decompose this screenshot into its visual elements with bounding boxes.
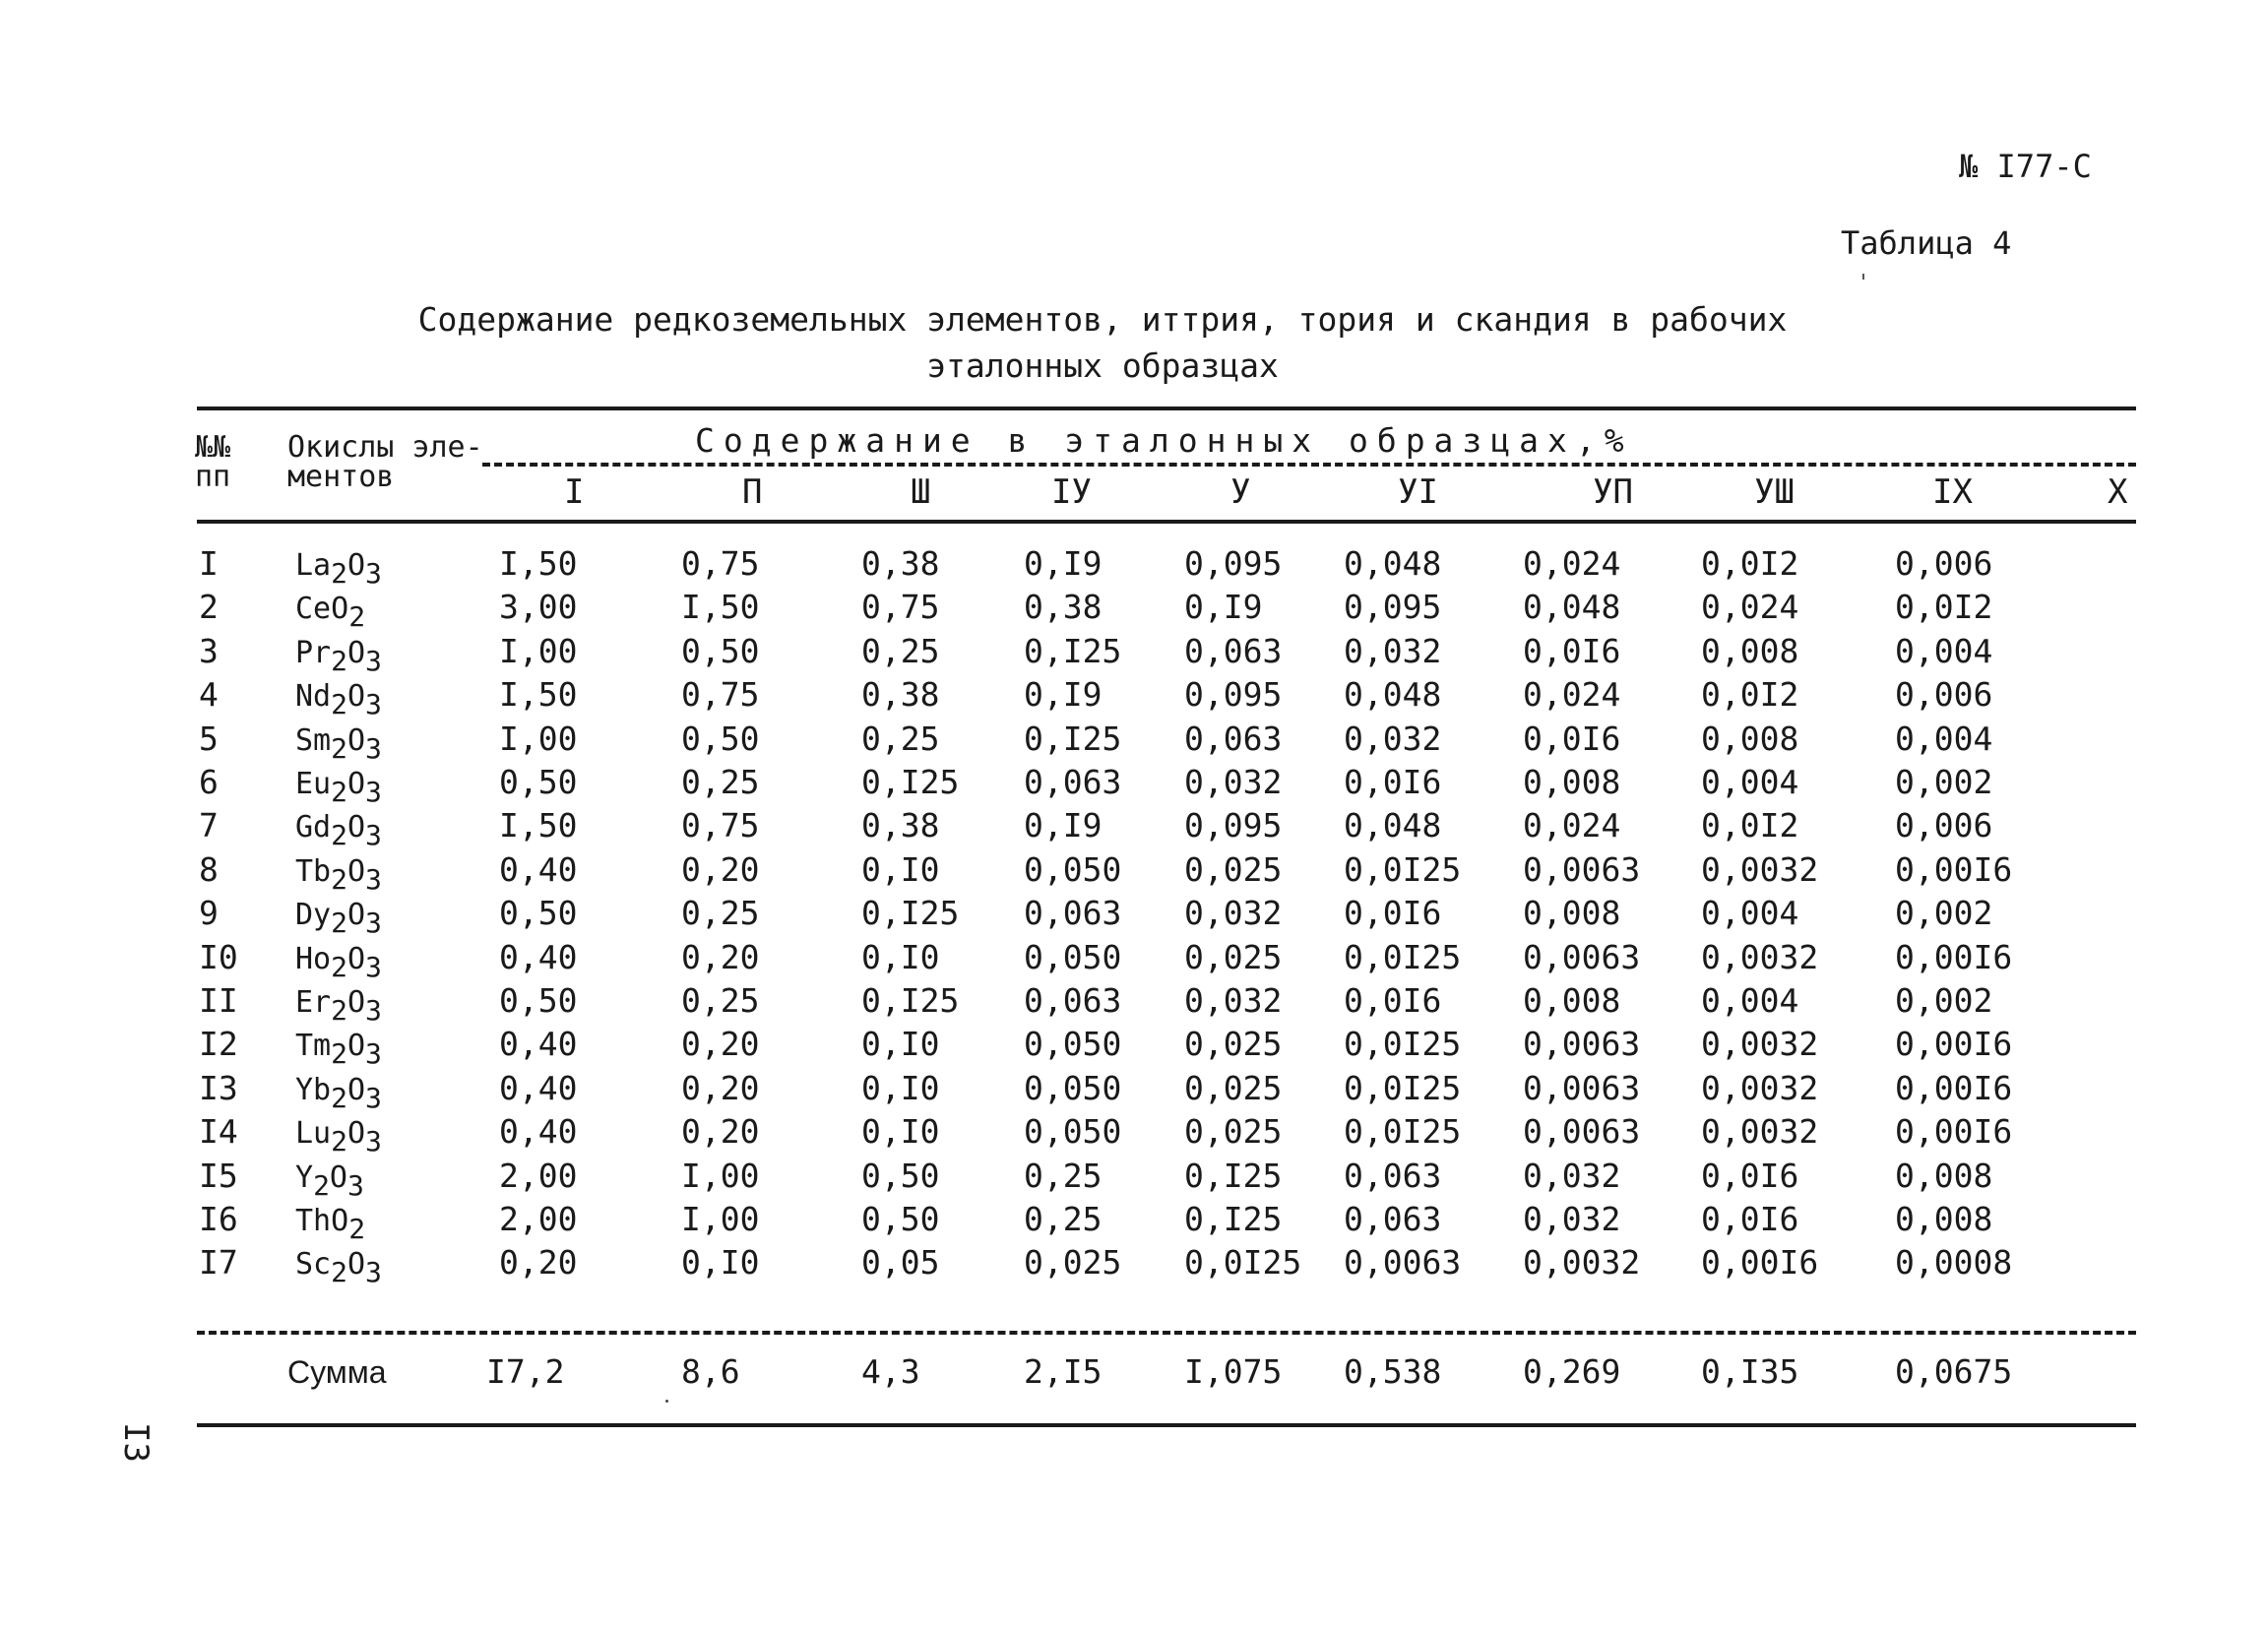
value-cell: 0,0I6 [1701, 1200, 1799, 1238]
value-cell: 0,0063 [1523, 849, 1641, 889]
value-cell: 0,I0 [681, 1243, 760, 1283]
value-cell: 0,050 [1024, 1112, 1122, 1152]
value-cell: 0,40 [499, 937, 578, 976]
value-cell: 0,I25 [1024, 719, 1122, 758]
oxide-part-o: O [346, 898, 366, 933]
value-cell: 0,0063 [1523, 1112, 1641, 1152]
value-cell: 0,095 [1184, 806, 1283, 845]
value-cell: 0,006 [1895, 675, 1993, 715]
oxide-part-s2: 3 [365, 557, 382, 590]
document-number: № I77-С [1959, 148, 2092, 185]
column-header-number [195, 430, 231, 494]
value-cell: 0,I25 [861, 981, 960, 1020]
value-cell: 0,00I6 [1895, 1068, 2013, 1107]
value-cell: 2,00 [499, 1200, 578, 1238]
row-number: 8 [199, 849, 219, 889]
value-cell: 0,00I6 [1895, 1025, 2013, 1064]
scan-mark [1862, 274, 1864, 280]
value-cell: 0,0063 [1344, 1243, 1462, 1283]
column-header-oxide-line1: Окислы эле- [287, 430, 483, 465]
value-cell: 0,008 [1523, 894, 1621, 933]
oxide-part-s1: 2 [331, 994, 347, 1027]
value-cell: 0,I25 [1184, 1156, 1283, 1195]
oxide-part-s1: 2 [331, 819, 347, 852]
value-cell: 0,0I25 [1344, 1025, 1462, 1064]
value-cell: 0,032 [1344, 631, 1442, 670]
row-number: 6 [199, 763, 219, 801]
row-number: I3 [199, 1068, 238, 1107]
column-header-10: X [2108, 472, 2128, 512]
value-cell: 0,00I6 [1895, 849, 2013, 889]
oxide-part-s2: 3 [365, 688, 382, 721]
value-cell: 0,0032 [1523, 1243, 1641, 1283]
row-number: 2 [199, 588, 219, 627]
value-cell: 0,063 [1024, 981, 1122, 1020]
value-cell: 0,008 [1895, 1200, 1993, 1238]
value-cell: 0,25 [1024, 1156, 1102, 1195]
column-header-1: I [564, 472, 585, 512]
oxide-part-s1: 2 [331, 731, 347, 765]
value-cell: 0,0I2 [1701, 806, 1799, 845]
value-cell: 0,0I6 [1701, 1156, 1799, 1195]
value-cell: 0,095 [1184, 675, 1283, 715]
value-cell: 0,032 [1523, 1156, 1621, 1195]
header-bottom-rule [197, 520, 2136, 524]
column-header-5: У [1230, 472, 1251, 512]
value-cell: 0,025 [1184, 937, 1283, 976]
top-rule [197, 407, 2136, 410]
value-cell: 0,002 [1895, 981, 1993, 1020]
value-cell: 0,050 [1024, 849, 1122, 889]
value-cell: 0,0063 [1523, 937, 1641, 976]
sum-label: Сумма [287, 1354, 387, 1390]
oxide-part-o: O [346, 941, 366, 976]
value-cell: 0,0032 [1701, 1112, 1819, 1152]
value-cell: 0,38 [861, 544, 940, 583]
value-cell: 0,004 [1895, 631, 1993, 670]
value-cell: 0,063 [1024, 763, 1122, 801]
value-cell: I,00 [499, 631, 578, 670]
oxide-formula [295, 679, 382, 721]
value-cell: I,00 [681, 1156, 760, 1195]
value-cell: 0,I0 [861, 1112, 940, 1152]
value-cell: 0,25 [861, 631, 940, 670]
value-cell: 0,063 [1184, 631, 1283, 670]
row-number: I0 [199, 937, 238, 976]
oxide-part-s1: 2 [331, 557, 347, 590]
oxide-part-s2: 3 [365, 950, 382, 983]
value-cell: 0,0032 [1701, 1068, 1819, 1107]
value-cell: I,00 [499, 719, 578, 758]
value-cell: 0,0I2 [1701, 675, 1799, 715]
value-cell: 0,75 [681, 806, 760, 845]
row-number: I5 [199, 1156, 238, 1195]
oxide-part-o: O [329, 1159, 347, 1195]
column-header-oxide [287, 430, 483, 494]
oxide-part-s1: 2 [331, 950, 347, 983]
oxide-part-o: O [346, 853, 366, 889]
row-number: 9 [199, 894, 219, 933]
oxide-part-o: O [346, 1029, 366, 1064]
oxide-part-o: O [331, 1204, 349, 1238]
oxide-part-s1: 2 [331, 1256, 347, 1289]
row-number: I [199, 544, 219, 583]
oxide-formula [295, 767, 382, 808]
column-group-header: Содержание в эталонных образцах,% [695, 421, 1633, 460]
oxide-formula [295, 1247, 382, 1289]
value-cell: 0,00I6 [1701, 1243, 1819, 1283]
sum-value: 0,269 [1523, 1352, 1621, 1391]
oxide-part-o: O [346, 985, 366, 1020]
value-cell: I,00 [681, 1200, 760, 1238]
value-cell: 0,032 [1184, 894, 1283, 933]
value-cell: 0,008 [1523, 763, 1621, 801]
value-cell: 0,50 [861, 1200, 940, 1238]
value-cell: 0,50 [681, 631, 760, 670]
value-cell: 0,40 [499, 1068, 578, 1107]
value-cell: 0,0I25 [1344, 1068, 1462, 1107]
table-title-line1: Содержание редкоземельных элементов, иттрия, тория и скандия в рабочих [417, 300, 1788, 339]
value-cell: 0,050 [1024, 937, 1122, 976]
oxide-part-s1: 2 [331, 688, 347, 721]
oxide-formula [295, 548, 382, 590]
sum-value: 0,538 [1344, 1352, 1442, 1391]
oxide-part-el: Pr [295, 635, 332, 670]
value-cell: 0,I0 [861, 1068, 940, 1107]
oxide-part-s2: 3 [365, 819, 382, 852]
oxide-part-el: Eu [295, 767, 332, 801]
value-cell: 0,50 [499, 894, 578, 933]
oxide-formula [295, 635, 382, 677]
value-cell: 3,00 [499, 588, 578, 627]
oxide-part-s1: 2 [331, 862, 347, 896]
row-number: I6 [199, 1200, 238, 1238]
value-cell: 0,50 [499, 763, 578, 801]
oxide-part-s1: 2 [331, 907, 347, 940]
value-cell: 0,I9 [1184, 588, 1263, 627]
value-cell: 0,063 [1184, 719, 1283, 758]
value-cell: 0,006 [1895, 544, 1993, 583]
value-cell: 0,I0 [861, 937, 940, 976]
value-cell: 0,025 [1024, 1243, 1122, 1283]
oxide-part-o: O [346, 1247, 366, 1283]
oxide-part-el: Th [295, 1204, 332, 1238]
value-cell: 0,063 [1344, 1200, 1442, 1238]
oxide-formula [295, 1029, 382, 1071]
oxide-formula [295, 1072, 382, 1114]
value-cell: 0,I25 [861, 894, 960, 933]
value-cell: 0,75 [681, 544, 760, 583]
value-cell: 0,0I6 [1344, 894, 1442, 933]
oxide-part-o: O [346, 767, 366, 801]
value-cell: 0,048 [1523, 588, 1621, 627]
value-cell: 0,025 [1184, 1068, 1283, 1107]
value-cell: 0,40 [499, 1025, 578, 1064]
oxide-part-o: O [346, 1072, 366, 1107]
oxide-part-o: O [331, 592, 349, 627]
row-number: 7 [199, 806, 219, 845]
oxide-part-o: O [346, 635, 366, 670]
column-header-oxide-line2: ментов [287, 460, 395, 494]
row-number: II [199, 981, 238, 1020]
value-cell: 0,75 [861, 588, 940, 627]
oxide-part-s2: 2 [348, 1213, 366, 1245]
oxide-formula [295, 1159, 364, 1202]
value-cell: 0,050 [1024, 1068, 1122, 1107]
value-cell: 0,25 [681, 894, 760, 933]
row-number: 3 [199, 631, 219, 670]
value-cell: 0,0I6 [1523, 719, 1621, 758]
value-cell: I,50 [681, 588, 760, 627]
value-cell: 0,0I25 [1344, 937, 1462, 976]
bottom-rule [197, 1423, 2136, 1427]
value-cell: 0,25 [681, 763, 760, 801]
oxide-formula [295, 853, 382, 896]
oxide-part-o: O [346, 810, 366, 845]
oxide-formula [295, 898, 382, 940]
oxide-part-el: Dy [295, 898, 332, 933]
value-cell: 0,004 [1701, 981, 1799, 1020]
value-cell: 0,20 [499, 1243, 578, 1283]
value-cell: 0,0063 [1523, 1025, 1641, 1064]
value-cell: 0,05 [861, 1243, 940, 1283]
oxide-part-o: O [346, 679, 366, 715]
value-cell: 0,025 [1184, 1025, 1283, 1064]
value-cell: 0,048 [1344, 544, 1442, 583]
value-cell: 0,50 [861, 1156, 940, 1195]
value-cell: 0,20 [681, 849, 760, 889]
oxide-part-s1: 2 [331, 776, 347, 808]
oxide-part-o: O [346, 548, 366, 583]
column-header-8: УШ [1754, 472, 1795, 512]
oxide-part-el: Sm [295, 722, 332, 758]
oxide-formula [295, 941, 382, 983]
oxide-part-el: Y [295, 1159, 314, 1195]
value-cell: I,50 [499, 544, 578, 583]
scan-speck [665, 1400, 668, 1403]
value-cell: 0,0032 [1701, 1025, 1819, 1064]
value-cell: 0,20 [681, 1025, 760, 1064]
value-cell: 0,0I2 [1701, 544, 1799, 583]
table-title-line2: эталонных образцах [926, 346, 1279, 385]
row-number: 4 [199, 675, 219, 715]
value-cell: 0,004 [1701, 763, 1799, 801]
column-header-3: Ш [911, 472, 931, 512]
oxide-part-o: O [346, 1116, 366, 1152]
oxide-part-s1: 2 [331, 1081, 347, 1114]
oxide-part-el: Gd [295, 810, 332, 845]
oxide-part-el: Er [295, 985, 332, 1020]
oxide-part-el: Sc [295, 1247, 332, 1283]
value-cell: 0,032 [1184, 763, 1283, 801]
oxide-part-s1: 2 [331, 644, 347, 677]
value-cell: 0,0I25 [1344, 1112, 1462, 1152]
value-cell: 0,I0 [861, 849, 940, 889]
row-number: 5 [199, 719, 219, 758]
oxide-formula [295, 1204, 366, 1245]
header-dashed-rule [482, 463, 2136, 467]
oxide-formula [295, 592, 366, 634]
value-cell: 0,I0 [861, 1025, 940, 1064]
sum-value: 0,I35 [1701, 1352, 1799, 1391]
value-cell: 0,008 [1701, 719, 1799, 758]
oxide-part-el: Ho [295, 941, 332, 976]
value-cell: 0,0032 [1701, 937, 1819, 976]
oxide-part-el: Lu [295, 1116, 332, 1152]
value-cell: 0,0063 [1523, 1068, 1641, 1107]
sum-value: 0,0675 [1895, 1352, 2013, 1391]
value-cell: 0,025 [1184, 1112, 1283, 1152]
value-cell: 0,002 [1895, 894, 1993, 933]
value-cell: 0,I25 [1024, 631, 1122, 670]
value-cell: 0,024 [1701, 588, 1799, 627]
oxide-part-s1: 2 [313, 1168, 330, 1202]
value-cell: 0,0I6 [1523, 631, 1621, 670]
page-number: I3 [116, 1422, 156, 1463]
oxide-part-s2: 3 [365, 776, 382, 808]
oxide-part-s2: 3 [365, 1256, 382, 1289]
sum-value: I,075 [1184, 1352, 1283, 1391]
value-cell: 0,50 [681, 719, 760, 758]
value-cell: 0,I9 [1024, 544, 1102, 583]
value-cell: 0,004 [1895, 719, 1993, 758]
value-cell: 0,00I6 [1895, 937, 2013, 976]
value-cell: 0,032 [1344, 719, 1442, 758]
oxide-part-el: Tm [295, 1029, 332, 1064]
oxide-part-s2: 3 [365, 1037, 382, 1071]
value-cell: 0,032 [1184, 981, 1283, 1020]
value-cell: 0,50 [499, 981, 578, 1020]
value-cell: 0,024 [1523, 806, 1621, 845]
oxide-part-s2: 3 [365, 907, 382, 940]
oxide-part-el: Yb [295, 1072, 332, 1107]
sum-value: 4,3 [861, 1352, 920, 1391]
value-cell: 0,I9 [1024, 675, 1102, 715]
value-cell: 0,00I6 [1895, 1112, 2013, 1152]
value-cell: 0,0I2 [1895, 588, 1993, 627]
column-header-4: IУ [1051, 472, 1092, 512]
oxide-part-s1: 2 [331, 1037, 347, 1071]
sum-dashed-rule [197, 1331, 2136, 1335]
oxide-part-el: La [295, 548, 332, 583]
oxide-formula [295, 810, 382, 852]
value-cell: 0,0008 [1895, 1243, 2013, 1283]
oxide-part-el: Tb [295, 853, 332, 889]
value-cell: 0,I25 [1184, 1200, 1283, 1238]
value-cell: 0,063 [1344, 1156, 1442, 1195]
value-cell: 0,0I6 [1344, 763, 1442, 801]
value-cell: 0,0032 [1701, 849, 1819, 889]
row-number: I7 [199, 1243, 238, 1283]
value-cell: 0,20 [681, 1112, 760, 1152]
oxide-formula [295, 1116, 382, 1158]
value-cell: 0,050 [1024, 1025, 1122, 1064]
oxide-formula [295, 985, 382, 1027]
oxide-part-s2: 2 [348, 600, 366, 634]
sum-value: 2,I5 [1024, 1352, 1102, 1391]
oxide-part-s2: 3 [365, 994, 382, 1027]
oxide-part-o: O [346, 722, 366, 758]
value-cell: 0,25 [1024, 1200, 1102, 1238]
sum-value: I7,2 [486, 1352, 565, 1391]
value-cell: 0,40 [499, 849, 578, 889]
oxide-part-s2: 3 [365, 862, 382, 896]
value-cell: I,50 [499, 806, 578, 845]
value-cell: 0,0I25 [1184, 1243, 1302, 1283]
value-cell: 2,00 [499, 1156, 578, 1195]
oxide-part-s2: 3 [365, 644, 382, 677]
value-cell: 0,38 [1024, 588, 1102, 627]
value-cell: 0,002 [1895, 763, 1993, 801]
column-header-9: IX [1932, 472, 1973, 512]
value-cell: 0,75 [681, 675, 760, 715]
value-cell: 0,008 [1523, 981, 1621, 1020]
oxide-part-s2: 3 [365, 1081, 382, 1114]
oxide-part-el: Nd [295, 679, 332, 715]
column-header-2: П [742, 472, 763, 512]
value-cell: 0,024 [1523, 544, 1621, 583]
value-cell: 0,008 [1701, 631, 1799, 670]
column-header-number-line2: пп [195, 460, 231, 494]
column-header-7: УП [1593, 472, 1633, 512]
value-cell: 0,006 [1895, 806, 1993, 845]
value-cell: 0,095 [1344, 588, 1442, 627]
value-cell: 0,048 [1344, 806, 1442, 845]
value-cell: 0,40 [499, 1112, 578, 1152]
value-cell: 0,048 [1344, 675, 1442, 715]
oxide-formula [295, 722, 382, 765]
oxide-part-s2: 3 [365, 1125, 382, 1158]
value-cell: 0,25 [681, 981, 760, 1020]
column-header-6: УI [1398, 472, 1438, 512]
row-number: I2 [199, 1025, 238, 1064]
value-cell: 0,095 [1184, 544, 1283, 583]
value-cell: 0,0I6 [1344, 981, 1442, 1020]
oxide-part-s2: 3 [365, 731, 382, 765]
value-cell: 0,032 [1523, 1200, 1621, 1238]
oxide-part-s2: 3 [346, 1168, 364, 1202]
row-number: I4 [199, 1112, 238, 1152]
value-cell: 0,I25 [861, 763, 960, 801]
value-cell: 0,0I25 [1344, 849, 1462, 889]
value-cell: 0,25 [861, 719, 940, 758]
oxide-part-el: Ce [295, 592, 332, 627]
oxide-part-s1: 2 [331, 1125, 347, 1158]
value-cell: 0,008 [1895, 1156, 1993, 1195]
sum-value: 8,6 [681, 1352, 740, 1391]
value-cell: 0,20 [681, 937, 760, 976]
value-cell: 0,20 [681, 1068, 760, 1107]
value-cell: 0,024 [1523, 675, 1621, 715]
value-cell: 0,004 [1701, 894, 1799, 933]
value-cell: 0,025 [1184, 849, 1283, 889]
table-label: Таблица 4 [1841, 224, 2012, 262]
column-header-number-line1: №№ [195, 430, 231, 465]
value-cell: 0,38 [861, 806, 940, 845]
value-cell: I,50 [499, 675, 578, 715]
value-cell: 0,063 [1024, 894, 1122, 933]
value-cell: 0,I9 [1024, 806, 1102, 845]
value-cell: 0,38 [861, 675, 940, 715]
